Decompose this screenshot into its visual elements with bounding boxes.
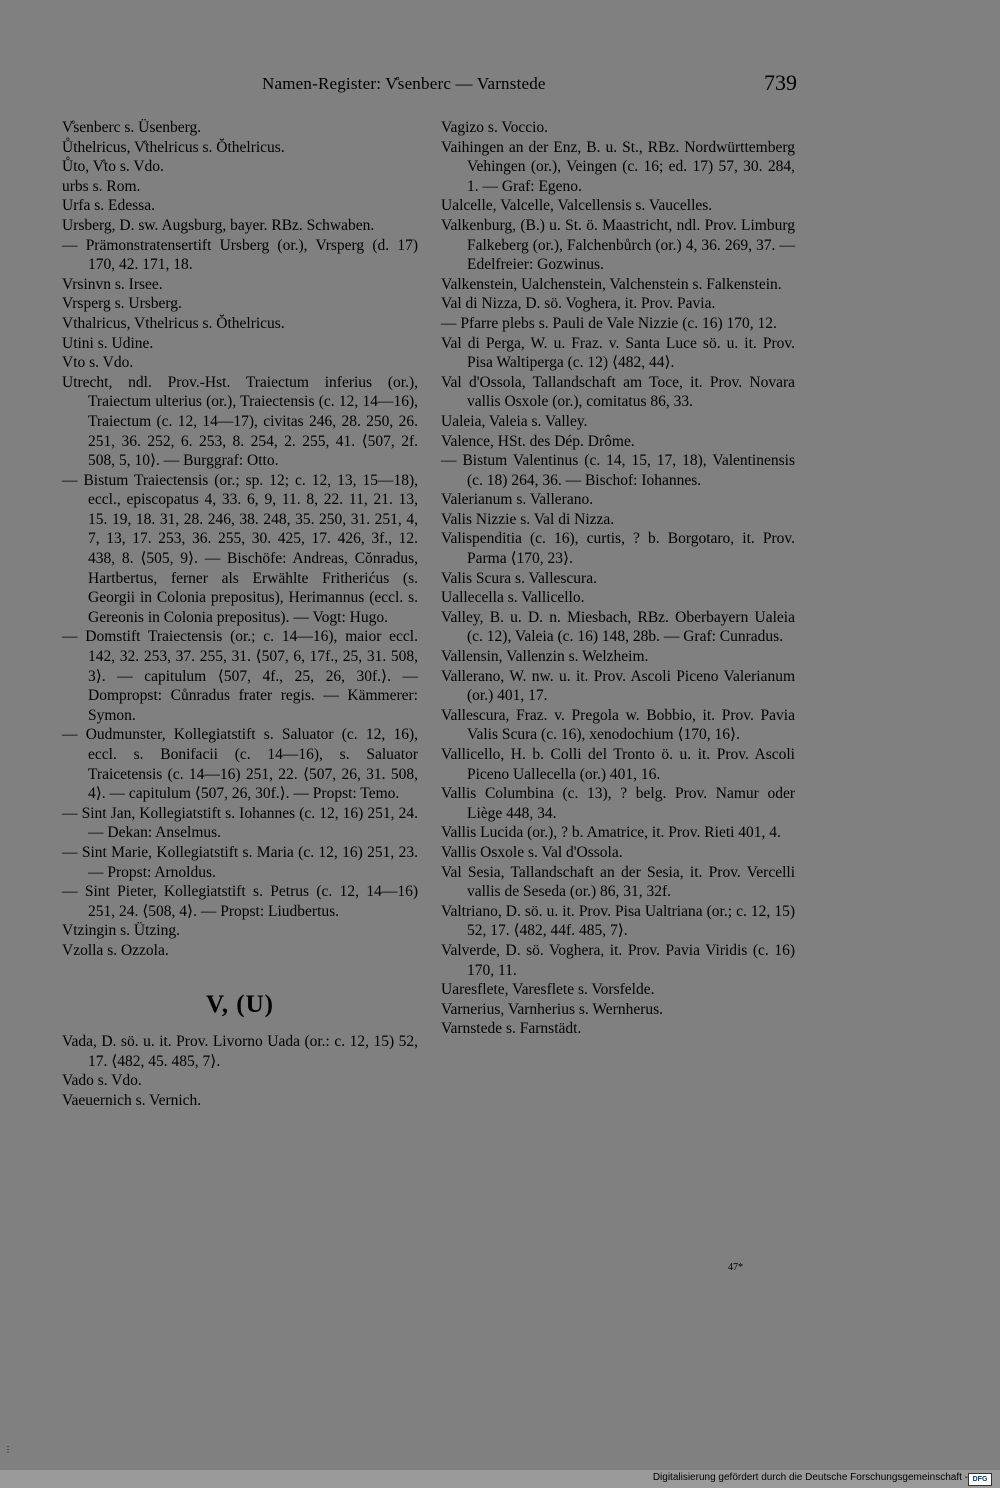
index-entry: — Domstift Traiectensis (or.; c. 14—16), maior eccl. 142, 32. 253, 37. 255, 31. ⟨507, 6, 17f., 25, 31. 508, 3⟩. — capitulum ⟨507, 4f., 25, 26, 30f.⟩. — Dompropst: Cůnradus frater regis. — Kämmerer: Symon. bbox=[62, 628, 418, 724]
index-entry: Valkenburg, (B.) u. St. ö. Maastricht, ndl. Prov. Limburg Falkeberg (or.), Falchenbůrch (or.) 4, 36. 269, 37. — Edelfreier: Gozwinus. bbox=[441, 216, 795, 274]
index-entry: Uaresflete, Varesflete s. Vorsfelde. bbox=[441, 981, 655, 999]
index-entry: Ursberg, D. sw. Augsburg, bayer. RBz. Schwaben. bbox=[62, 216, 375, 234]
index-entry: Vallicello, H. b. Colli del Tronto ö. u. it. Prov. Ascoli Piceno Uallecella (or.) 401, 16. bbox=[441, 746, 795, 783]
page-number: 739 bbox=[764, 70, 797, 95]
index-entry: Vado s. Vdo. bbox=[62, 1072, 142, 1090]
index-entry: Vallis Lucida (or.), ? b. Amatrice, it. Prov. Rieti 401, 4. bbox=[441, 824, 781, 842]
index-entry: Val di Perga, W. u. Fraz. v. Santa Luce sö. u. it. Prov. Pisa Waltiperga (c. 12) ⟨482, 44⟩. bbox=[441, 334, 795, 372]
index-entry: Valtriano, D. sö. u. it. Prov. Pisa Ualtriana (or.; c. 12, 15) 52, 17. ⟨482, 44f. 485, 7⟩. bbox=[441, 902, 795, 940]
footer-bar bbox=[0, 1470, 1000, 1488]
page-header bbox=[0, 70, 1000, 100]
index-entry: urbs s. Rom. bbox=[62, 177, 141, 195]
index-entry: Valverde, D. sö. Voghera, it. Prov. Pavia Viridis (c. 16) 170, 11. bbox=[441, 941, 795, 979]
index-entry: Vaeuernich s. Vernich. bbox=[62, 1091, 202, 1109]
index-entry: Valerianum s. Vallerano. bbox=[441, 491, 594, 509]
index-entry: Vada, D. sö. u. it. Prov. Livorno Uada (or.: c. 12, 15) 52, 17. ⟨482, 45. 485, 7⟩. bbox=[62, 1033, 418, 1070]
index-entry: Valispenditia (c. 16), curtis, ? b. Borgotaro, it. Prov. Parma ⟨170, 23⟩. bbox=[441, 530, 795, 568]
running-title: Namen-Register: V̊senberc — Varnstede bbox=[262, 74, 546, 93]
index-entry: Varnstede s. Farnstädt. bbox=[441, 1020, 582, 1038]
section-heading: V, (U) bbox=[205, 990, 275, 1018]
index-entry: Vtzingin s. Ützing. bbox=[62, 922, 180, 940]
right-column bbox=[441, 118, 795, 1039]
index-entry: Ualcelle, Valcelle, Valcellensis s. Vaucelles. bbox=[441, 197, 713, 215]
index-entry: Vaihingen an der Enz, B. u. St., RBz. Nordwürttemberg Vehingen (or.), Veingen (c. 16; ed. 17) 57, 30. 284, 1. — Graf: Egeno. bbox=[441, 138, 795, 195]
index-entry: Valence, HSt. des Dép. Drôme. bbox=[441, 432, 635, 450]
index-entry: Vallis Columbina (c. 13), ? belg. Prov. Namur oder Liège 448, 34. bbox=[441, 785, 795, 822]
index-entry: Urfa s. Edessa. bbox=[62, 197, 155, 215]
funding-notice: Digitalisierung gefördert durch die Deutsche Forschungsgemeinschaft - bbox=[652, 1472, 968, 1483]
edge-mark: ⋮ bbox=[4, 1445, 12, 1454]
index-entry: Vrsperg s. Ursberg. bbox=[62, 295, 182, 313]
index-entry: V̊senberc s. Üsenberg. bbox=[62, 119, 202, 136]
index-entry: Vzolla s. Ozzola. bbox=[62, 941, 169, 959]
index-entry: Valis Nizzie s. Val di Nizza. bbox=[441, 510, 615, 528]
index-entry: — Bistum Traiectensis (or.; sp. 12; c. 12, 13, 15—18), eccl., episcopatus 4, 33. 6, 9, 11. 8, 22. 11, 21. 13, 15. 19, 18. 31, 28. 246, 38. 248, 35. 250, 31. 251, 4, 7, 13, 17. 253, 36. 255, 30. 425, 17. 426, 3f., 12. 438, 8. ⟨505, 9⟩. — Bischöfe: Andreas, Cŏnradus, Hartbertus, ferner als Erwählte Fritherićus (s. Georgii in Colonia prepositus), Herimannus (eccl. s. Gereonis in Colonia prepositus). — Vogt: Hugo. bbox=[62, 471, 418, 626]
index-entry: — Bistum Valentinus (c. 14, 15, 17, 18), Valentinensis (c. 18) 264, 36. — Bischof: Iohannes. bbox=[441, 452, 795, 489]
index-entry: Ualeia, Valeia s. Valley. bbox=[441, 412, 588, 430]
index-entry: Vrsinvn s. Irsee. bbox=[62, 275, 163, 293]
index-entry: Valley, B. u. D. n. Miesbach, RBz. Oberbayern Ualeia (c. 12), Valeia (c. 16) 148, 28b. — Graf: Cunradus. bbox=[441, 608, 795, 646]
index-entry: Vallescura, Fraz. v. Pregola w. Bobbio, it. Prov. Pavia Valis Scura (c. 16), xenodochium ⟨170, 16⟩. bbox=[441, 706, 795, 744]
index-entry: Vto s. Vdo. bbox=[62, 354, 134, 372]
left-column bbox=[62, 118, 418, 1111]
index-entry: — Prämonstratensertift Ursberg (or.), Vrsperg (d. 17) 170, 42. 171, 18. bbox=[62, 236, 418, 274]
index-entry: — Pfarre plebs s. Pauli de Vale Nizzie (c. 16) 170, 12. bbox=[441, 314, 777, 332]
signature-mark: 47* bbox=[728, 1262, 743, 1273]
index-entry: Val d'Ossola, Tallandschaft am Toce, it. Prov. Novara vallis Osxole (or.), comitatus 86, 33. bbox=[441, 373, 795, 411]
index-entry: Val Sesia, Tallandschaft an der Sesia, it. Prov. Vercelli vallis de Seseda (or.) 86, 31, 32f. bbox=[441, 863, 795, 901]
index-entry: Valkenstein, Ualchenstein, Valchenstein s. Falkenstein. bbox=[441, 275, 782, 293]
index-entry: Ůthelricus, V̊thelricus s. Ŏthelricus. bbox=[62, 138, 285, 156]
index-entry: — Sint Jan, Kollegiatstift s. Iohannes (c. 12, 16) 251, 24. — Dekan: Anselmus. bbox=[62, 804, 418, 842]
dfg-logo: DFG bbox=[968, 1473, 992, 1486]
index-entry: — Sint Marie, Kollegiatstift s. Maria (c. 12, 16) 251, 23. — Propst: Arnoldus. bbox=[62, 843, 418, 881]
index-entry: Vallerano, W. nw. u. it. Prov. Ascoli Piceno Valerianum (or.) 401, 17. bbox=[441, 667, 795, 705]
index-entry: Ůto, V̊to s. Vdo. bbox=[62, 158, 164, 176]
index-entry: Val di Nizza, D. sö. Voghera, it. Prov. Pavia. bbox=[441, 295, 716, 313]
index-entry: Uallecella s. Vallicello. bbox=[441, 589, 585, 607]
index-entry: Utrecht, ndl. Prov.-Hst. Traiectum inferius (or.), Traiectum ulterius (or.), Traiectensis (c. 12, 14—16), Traiectum (c. 12, 14—17), civitas 246, 28. 250, 26. 251, 36. 252, 6. 253, 8. 254, 2. 255, 41. ⟨507, 2f. 508, 5, 10⟩. — Burggraf: Otto. bbox=[62, 373, 418, 470]
index-entry: — Oudmunster, Kollegiatstift s. Saluator (c. 12, 16), eccl. s. Bonifacii (c. 14—16), s. Saluator Traicetensis (c. 14—16) 251, 22. ⟨507, 26, 31. 508, 4⟩. — capitulum ⟨507, 26, 30f.⟩. — Propst: Temo. bbox=[62, 726, 418, 803]
index-entry: Utini s. Udine. bbox=[62, 334, 154, 352]
index-entry: Vthalricus, Vthelricus s. Ŏthelricus. bbox=[62, 314, 285, 332]
index-entry: Vallis Osxole s. Val d'Ossola. bbox=[441, 843, 623, 861]
index-entry: Vagizo s. Voccio. bbox=[441, 119, 549, 136]
index-entry: Varnerius, Varnherius s. Wernherus. bbox=[441, 1000, 664, 1018]
index-entry: Vallensin, Vallenzin s. Welzheim. bbox=[441, 648, 649, 666]
index-entry: — Sint Pieter, Kollegiatstift s. Petrus (c. 12, 14—16) 251, 24. ⟨508, 4⟩. — Propst: Liudbertus. bbox=[62, 883, 418, 920]
index-entry: Valis Scura s. Vallescura. bbox=[441, 569, 597, 587]
